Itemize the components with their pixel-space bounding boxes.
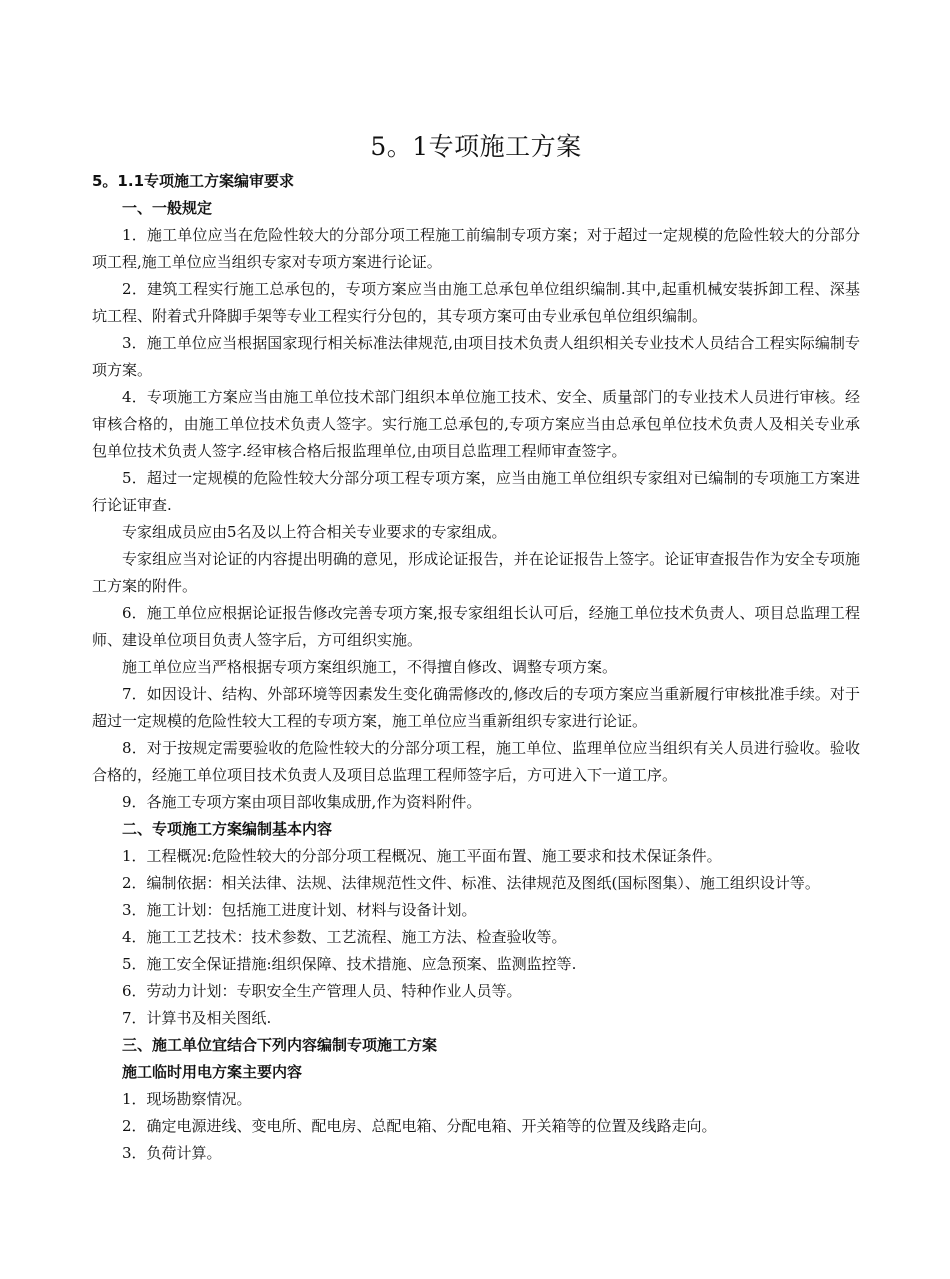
paragraph: 3．施工单位应当根据国家现行相关标准法律规范,由项目技术负责人组织相关专业技术人员结合工程实际编制专项方案。 [92,334,860,379]
paragraph: 6．施工单位应根据论证报告修改完善专项方案,报专家组组长认可后，经施工单位技术负责人、项目总监理工程师、建设单位项目负责人签字后，方可组织实施。 [92,604,860,649]
paragraph: 5．超过一定规模的危险性较大分部分项工程专项方案，应当由施工单位组织专家组对已编制的专项施工方案进行论证审查. [92,469,860,514]
paragraph: 3．负荷计算。 [122,1144,222,1162]
document-body [92,168,860,1167]
paragraph: 2．建筑工程实行施工总承包的，专项方案应当由施工总承包单位组织编制.其中,起重机械安装拆卸工程、深基坑工程、附着式升降脚手架等专业工程实行分包的，其专项方案可由专业承包单位组织编制。 [92,280,860,325]
paragraph: 施工单位应当严格根据专项方案组织施工，不得擅自修改、调整专项方案。 [122,658,618,676]
paragraph: 2．确定电源进线、变电所、配电房、总配电箱、分配电箱、开关箱等的位置及线路走向。 [122,1117,717,1135]
document-page [92,128,860,1167]
paragraph: 专家组成员应由5名及以上符合相关专业要求的专家组成。 [122,523,507,541]
section-heading: 5。1.1专项施工方案编审要求 [92,172,295,190]
paragraph: 5．施工安全保证措施:组织保障、技术措施、应急预案、监测监控等. [122,955,577,973]
paragraph: 4．施工工艺技术：技术参数、工艺流程、施工方法、检查验收等。 [122,928,567,946]
section-heading: 二、专项施工方案编制基本内容 [122,820,333,838]
paragraph: 6．劳动力计划：专职安全生产管理人员、特种作业人员等。 [122,982,522,1000]
section-heading: 施工临时用电方案主要内容 [122,1063,303,1081]
paragraph: 3．施工计划：包括施工进度计划、材料与设备计划。 [122,901,477,919]
paragraph: 9．各施工专项方案由项目部收集成册,作为资料附件。 [122,793,482,811]
document-title: 5。1专项施工方案 [370,132,582,161]
paragraph: 1．现场勘察情况。 [122,1090,252,1108]
paragraph: 7．如因设计、结构、外部环境等因素发生变化确需修改的,修改后的专项方案应当重新履行审核批准手续。对于超过一定规模的危险性较大工程的专项方案，施工单位应当重新组织专家进行论证。 [92,685,860,730]
paragraph: 专家组应当对论证的内容提出明确的意见，形成论证报告，并在论证报告上签字。论证审查报告作为安全专项施工方案的附件。 [92,550,860,595]
paragraph: 8．对于按规定需要验收的危险性较大的分部分项工程，施工单位、监理单位应当组织有关人员进行验收。验收合格的，经施工单位项目技术负责人及项目总监理工程师签字后，方可进入下一道工序。 [92,739,860,784]
paragraph: 1．施工单位应当在危险性较大的分部分项工程施工前编制专项方案；对于超过一定规模的危险性较大的分部分项工程,施工单位应当组织专家对专项方案进行论证。 [92,226,860,271]
paragraph: 1．工程概况:危险性较大的分部分项工程概况、施工平面布置、施工要求和技术保证条件。 [122,847,722,865]
paragraph: 4．专项施工方案应当由施工单位技术部门组织本单位施工技术、安全、质量部门的专业技术人员进行审核。经审核合格的，由施工单位技术负责人签字。实行施工总承包的,专项方案应当由总承包单位技术负责人及相关专业承包单位技术负责人签字.经审核合格后报监理单位,由项目总监理工程师审查签字。 [92,388,860,460]
paragraph: 7．计算书及相关图纸. [122,1009,272,1027]
section-heading: 一、一般规定 [122,199,213,217]
section-heading: 三、施工单位宜结合下列内容编制专项施工方案 [122,1036,438,1054]
paragraph: 2．编制依据：相关法律、法规、法律规范性文件、标准、法律规范及图纸(国标图集）、施工组织设计等。 [122,874,820,892]
